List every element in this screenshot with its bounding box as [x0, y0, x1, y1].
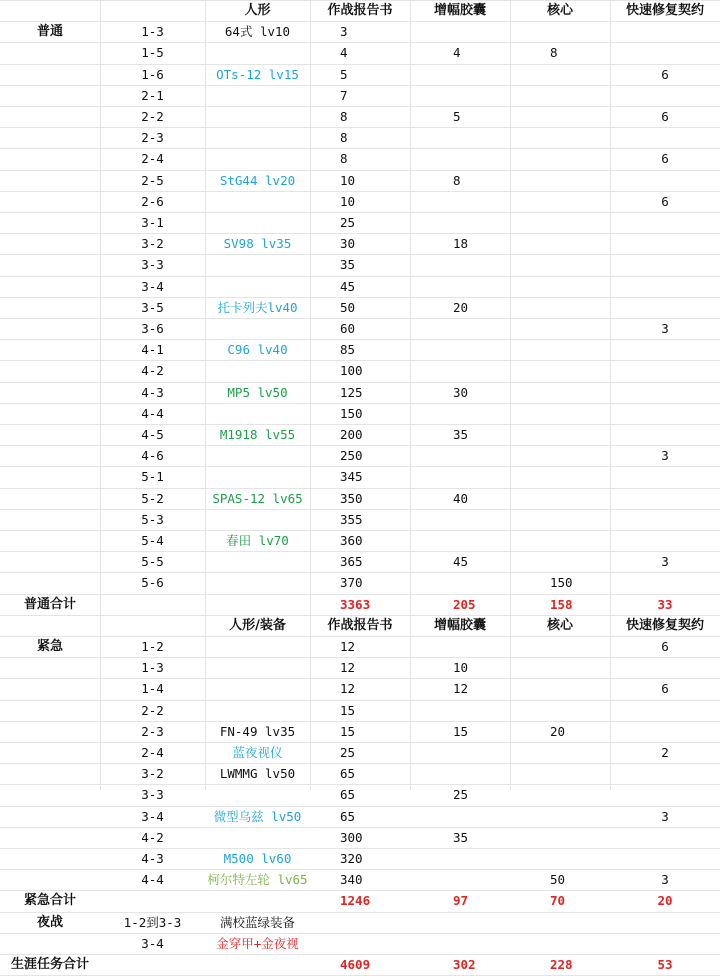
cell-stage: 5-5 [141, 554, 164, 570]
header-capsules: 增幅胶囊 [433, 3, 486, 18]
cell-capsules: 45 [453, 554, 469, 570]
cell-reports: 345 [340, 469, 363, 485]
cell-reports: 8 [340, 109, 348, 124]
cell-doll: 64式 lv10 [224, 24, 291, 40]
cell-reports: 35 [340, 257, 356, 273]
cell-stage: 2-1 [141, 87, 164, 103]
cell-reports: 365 [340, 554, 363, 570]
cell-stage: 4-1 [141, 342, 164, 358]
cell-contracts: 6 [661, 639, 669, 654]
cell-reports: 15 [340, 702, 356, 718]
cell-stage: 1-3 [141, 24, 164, 40]
cell-stage: 5-6 [141, 575, 164, 591]
header-doll: 人形/装备 [229, 617, 286, 633]
cell-section: 普通 [36, 24, 63, 40]
cell-stage: 2-3 [141, 130, 164, 146]
cell-reports: 250 [340, 448, 363, 464]
header-capsules: 增幅胶囊 [433, 617, 486, 633]
cell-reports: 8 [340, 130, 348, 146]
header-reports: 作战报告书 [327, 3, 393, 18]
cell-stage: 3-4 [141, 935, 164, 951]
cell-doll: OTs-12 lv15 [216, 66, 299, 82]
cell-reports: 25 [340, 215, 356, 230]
cell-doll: LWMMG lv50 [219, 766, 296, 782]
cell-contracts: 2 [661, 745, 669, 760]
header-reports: 作战报告书 [327, 617, 393, 633]
cell-doll: M500 lv60 [223, 851, 292, 866]
cell-stage: 5-4 [141, 533, 164, 548]
cell-reports: 65 [340, 766, 356, 782]
cell-stage: 4-3 [141, 851, 164, 866]
grid-column-line [510, 0, 511, 790]
cell-reports: 350 [340, 490, 363, 506]
cell-stage: 3-3 [141, 787, 164, 803]
cell-cores: 50 [550, 872, 566, 888]
cell-reports: 320 [340, 851, 363, 866]
cell-reports: 12 [340, 639, 356, 654]
cell-doll: 蓝夜视仪 [232, 745, 283, 760]
cell-doll: 柯尔特左轮 lv65 [207, 872, 308, 888]
cell-contracts: 6 [661, 193, 669, 209]
total-reports: 3363 [340, 596, 371, 612]
cell-capsules: 8 [453, 172, 461, 188]
cell-reports: 12 [340, 660, 356, 676]
cell-reports: 60 [340, 321, 356, 336]
cell-reports: 100 [340, 363, 363, 379]
cell-capsules: 12 [453, 681, 469, 697]
cell-stage: 2-5 [141, 172, 164, 188]
cell-stage: 1-5 [141, 45, 164, 61]
cell-contracts: 6 [661, 151, 669, 167]
total-reports: 4609 [340, 957, 371, 972]
cell-stage: 3-2 [141, 766, 164, 782]
cell-reports: 45 [340, 278, 356, 294]
total-contracts: 53 [657, 957, 673, 972]
cell-capsules: 15 [453, 723, 469, 739]
cell-capsules: 10 [453, 660, 469, 676]
cell-contracts: 3 [661, 321, 669, 336]
cell-capsules: 20 [453, 299, 469, 315]
cell-doll: MP5 lv50 [227, 384, 288, 400]
header-cores: 核心 [546, 617, 573, 633]
cell-reports: 85 [340, 342, 356, 358]
cell-cores: 150 [550, 575, 573, 591]
cell-reports: 3 [340, 24, 348, 40]
cell-doll: 春田 lv70 [226, 533, 289, 548]
cell-stage: 4-4 [141, 405, 164, 421]
cell-section: 夜战 [36, 914, 63, 930]
cell-stage: 2-2 [141, 702, 164, 718]
cell-reports: 300 [340, 829, 363, 845]
cell-reports: 10 [340, 193, 356, 209]
cell-reports: 65 [340, 787, 356, 803]
grid-column-line [410, 0, 411, 790]
header-contracts: 快速修复契约 [625, 3, 704, 18]
cell-stage: 4-4 [141, 872, 164, 888]
cell-stage: 2-4 [141, 745, 164, 760]
total-section: 生涯任务合计 [10, 957, 89, 972]
total-section: 紧急合计 [23, 893, 76, 909]
cell-reports: 125 [340, 384, 363, 400]
total-reports: 1246 [340, 893, 371, 909]
header-contracts: 快速修复契约 [625, 617, 704, 633]
cell-stage: 1-3 [141, 660, 164, 676]
cell-capsules: 40 [453, 490, 469, 506]
cell-doll: FN-49 lv35 [219, 723, 296, 739]
cell-stage: 4-3 [141, 384, 164, 400]
cell-reports: 8 [340, 151, 348, 167]
total-capsules: 205 [453, 596, 476, 612]
cell-stage: 3-2 [141, 236, 164, 252]
cell-stage: 5-3 [141, 511, 164, 527]
cell-reports: 150 [340, 405, 363, 421]
total-cores: 158 [550, 596, 573, 612]
cell-doll: 金穿甲+金夜视 [216, 935, 299, 951]
cell-contracts: 3 [661, 872, 669, 888]
cell-reports: 5 [340, 66, 348, 82]
cell-cores: 8 [550, 45, 558, 61]
cell-capsules: 35 [453, 427, 469, 442]
cell-doll: 托卡列夫lv40 [217, 299, 298, 315]
cell-stage: 2-6 [141, 193, 164, 209]
cell-reports: 25 [340, 745, 356, 760]
cell-doll: C96 lv40 [227, 342, 288, 358]
cell-capsules: 35 [453, 829, 469, 845]
cell-contracts: 3 [661, 808, 669, 824]
cell-stage: 1-4 [141, 681, 164, 697]
cell-contracts: 6 [661, 681, 669, 697]
cell-stage: 5-1 [141, 469, 164, 485]
header-cores: 核心 [546, 3, 573, 18]
cell-stage: 3-4 [141, 808, 164, 824]
cell-cores: 20 [550, 723, 566, 739]
cell-reports: 10 [340, 172, 356, 188]
cell-stage: 1-2 [141, 639, 164, 654]
cell-stage: 2-2 [141, 109, 164, 124]
total-cores: 70 [550, 893, 566, 909]
cell-reports: 50 [340, 299, 356, 315]
total-capsules: 97 [453, 893, 469, 909]
cell-contracts: 6 [661, 66, 669, 82]
cell-contracts: 3 [661, 448, 669, 464]
cell-stage: 3-4 [141, 278, 164, 294]
cell-reports: 370 [340, 575, 363, 591]
cell-stage: 3-5 [141, 299, 164, 315]
cell-reports: 65 [340, 808, 356, 824]
cell-stage: 3-6 [141, 321, 164, 336]
cell-doll: M1918 lv55 [219, 427, 296, 442]
cell-stage: 4-6 [141, 448, 164, 464]
cell-reports: 15 [340, 723, 356, 739]
cell-doll: 满校蓝绿装备 [219, 914, 295, 930]
cell-doll: 微型乌兹 lv50 [213, 808, 302, 824]
cell-stage: 2-4 [141, 151, 164, 167]
cell-section: 紧急 [36, 639, 63, 654]
cell-doll: SV98 lv35 [223, 236, 292, 252]
cell-reports: 200 [340, 427, 363, 442]
cell-doll: SPAS-12 lv65 [212, 490, 303, 506]
cell-capsules: 4 [453, 45, 461, 61]
cell-stage: 3-3 [141, 257, 164, 273]
cell-capsules: 30 [453, 384, 469, 400]
header-doll: 人形 [244, 3, 271, 18]
cell-stage: 2-3 [141, 723, 164, 739]
cell-reports: 12 [340, 681, 356, 697]
total-contracts: 33 [657, 596, 673, 612]
cell-contracts: 3 [661, 554, 669, 570]
grid-column-line [310, 0, 311, 790]
cell-stage: 5-2 [141, 490, 164, 506]
total-section: 普通合计 [23, 596, 76, 612]
cell-stage: 4-2 [141, 829, 164, 845]
cell-stage: 4-5 [141, 427, 164, 442]
cell-stage: 1-6 [141, 66, 164, 82]
cell-contracts: 6 [661, 109, 669, 124]
cell-capsules: 18 [453, 236, 469, 252]
cell-reports: 30 [340, 236, 356, 252]
total-contracts: 20 [657, 893, 673, 909]
total-cores: 228 [550, 957, 573, 972]
total-capsules: 302 [453, 957, 476, 972]
cell-stage: 1-2到3-3 [123, 914, 182, 930]
cell-reports: 340 [340, 872, 363, 888]
cell-capsules: 5 [453, 109, 461, 124]
cell-doll: StG44 lv20 [219, 172, 296, 188]
cell-reports: 355 [340, 511, 363, 527]
cell-reports: 360 [340, 533, 363, 548]
cell-stage: 3-1 [141, 215, 164, 230]
cell-capsules: 25 [453, 787, 469, 803]
cell-reports: 7 [340, 87, 348, 103]
cell-reports: 4 [340, 45, 348, 61]
cell-stage: 4-2 [141, 363, 164, 379]
